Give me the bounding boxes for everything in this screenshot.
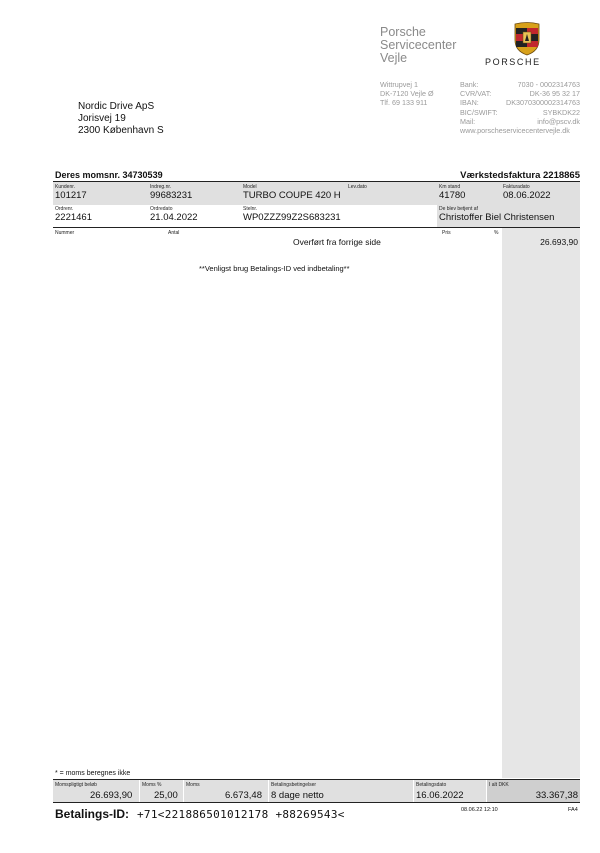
website-link[interactable]: www.porscheservicecentervejle.dk	[460, 126, 570, 136]
payment-terms-value: 8 dage netto	[271, 790, 324, 801]
due-date-label: Betalingsdato	[416, 782, 447, 788]
registration-number-field: Indreg.nr. 99683231	[150, 184, 193, 201]
order-date-field: Ordredato 21.04.2022	[150, 206, 198, 223]
column-number: Nummer	[55, 230, 75, 236]
address-line: Tlf. 69 133 911	[380, 98, 428, 108]
vat-pct-value: 25,00	[154, 790, 178, 801]
porsche-wordmark: PORSCHE	[485, 57, 541, 67]
bank-details	[460, 80, 580, 135]
carried-forward-amount: 26.693,90	[540, 237, 578, 247]
invoice-date-field: Fakturadato 08.06.2022	[503, 184, 551, 201]
payment-id-value: +71<221886501012178 +88269543<	[137, 808, 345, 821]
total-label: I alt DKK	[489, 782, 509, 788]
total-value: 33.367,38	[535, 790, 578, 801]
delivery-date-field: Lev.dato	[348, 184, 367, 190]
vat-value: 6.673,48	[225, 790, 262, 801]
order-number-field: Ordrenr. 2221461	[55, 206, 92, 223]
customer-number-field: Kundenr. 101217	[55, 184, 87, 201]
address-line: Wittrupvej 1	[380, 80, 418, 89]
payment-notice: **Venligst brug Betalings-ID ved indbetaling**	[199, 264, 350, 273]
bank-row: BIC/SWIFT: SYBKDK22	[460, 107, 580, 117]
address-line: DK-7120 Vejle Ø	[380, 89, 434, 99]
brand-line: Servicecenter	[380, 38, 457, 52]
recipient-street: Jorisvej 19	[78, 113, 126, 124]
recipient-address	[78, 101, 164, 137]
bank-row: CVR/VAT: DK-36 95 32 17	[460, 89, 580, 99]
vat-pct-label: Moms %	[142, 782, 162, 788]
mileage-field: Km stand 41780	[439, 184, 466, 201]
bank-row: Bank: 7030 - 0002314763	[460, 80, 580, 89]
vat-basis-label: Momspligtigt beløb	[55, 782, 97, 788]
brand-line: Porsche	[380, 25, 426, 39]
vat-note: * = moms beregnes ikke	[55, 770, 131, 777]
column-price: Pris	[442, 230, 451, 236]
divider	[53, 227, 580, 228]
porsche-crest-icon	[512, 22, 542, 56]
vat-label: Moms	[186, 782, 200, 788]
divider	[53, 802, 580, 803]
amount-column	[502, 228, 580, 778]
model-field: Model TURBO COUPE 420 H	[243, 184, 341, 201]
column-pct: %	[494, 230, 499, 236]
column-qty: Antal	[168, 230, 180, 236]
bank-row: Mail: info@pscv.dk	[460, 116, 580, 126]
vat-basis-value: 26.693,90	[90, 790, 133, 801]
recipient-name: Nordic Drive ApS	[78, 101, 155, 112]
invoice-title: Værkstedsfaktura 2218865	[460, 170, 580, 181]
print-timestamp: 08.06.22 12:10	[461, 807, 498, 813]
vin-field: Stelnr. WP0ZZZ99Z2S683231	[243, 206, 341, 223]
served-by-field: De blev betjent af Christoffer Biel Christensen	[439, 206, 555, 223]
payment-terms-label: Betalingsbetingelser	[271, 782, 317, 788]
recipient-city: 2300 København S	[78, 125, 164, 136]
brand-name	[380, 26, 456, 65]
brand-line: Vejle	[380, 51, 408, 65]
payment-id-label: Betalings-ID:	[55, 807, 130, 821]
carried-forward-label: Overført fra forrige side	[293, 237, 381, 247]
page-code: FA4	[568, 807, 578, 813]
vat-reference: Deres momsnr. 34730539	[55, 170, 163, 180]
due-date-value: 16.06.2022	[416, 790, 464, 801]
company-address	[380, 80, 434, 108]
bank-row: IBAN: DK3070300002314763	[460, 98, 580, 108]
